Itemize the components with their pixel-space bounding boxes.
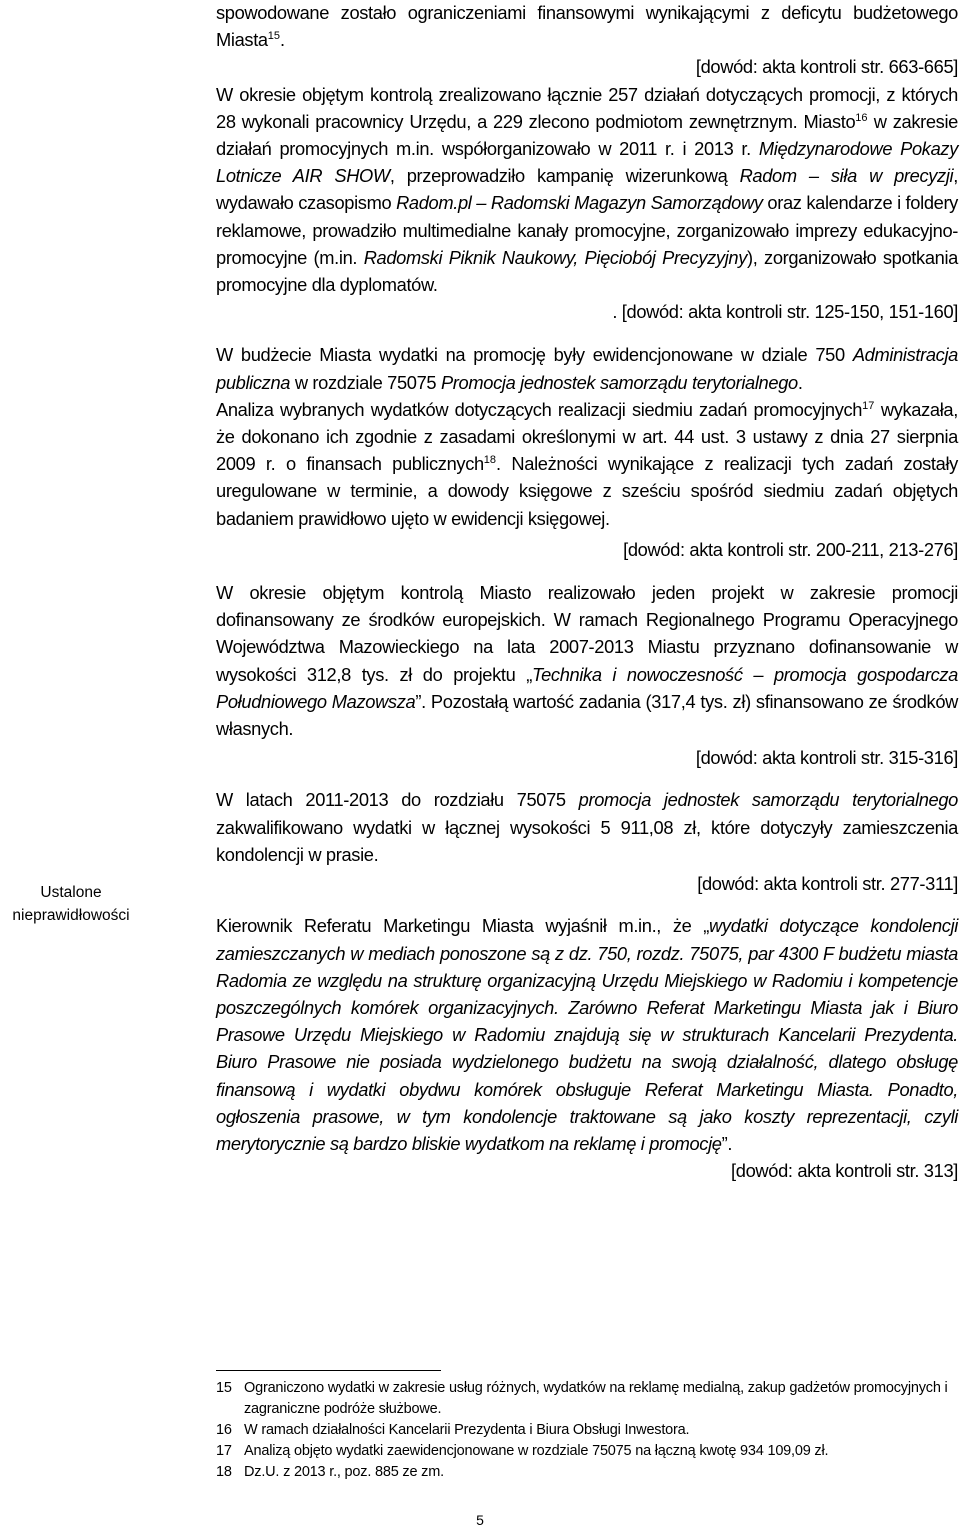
footnote-16: 16 W ramach działalności Kancelarii Prezydenta i Biura Obsługi Inwestora. [216,1422,690,1438]
footnote-ref-18: 18 [483,454,497,467]
footnote-ref-16: 16 [855,111,868,124]
evidence-citation-2: . [dowód: akta kontroli str. 125-150, 151-160] [612,301,958,323]
footnote-separator [216,1370,441,1371]
paragraph-3: W budżecie Miasta wydatki na promocję były ewidencjonowane w dziale 750 Administracja publiczna w rozdziale 75075 Promocja jednostek samorządu terytorialnego. [216,344,958,393]
side-label-line-2: nieprawidłowości [12,907,130,924]
footnotes [216,1378,960,1483]
footnote-ref-15: 15 [267,30,280,43]
evidence-citation-3: [dowód: akta kontroli str. 200-211, 213-276] [623,538,958,560]
footnote-17: 17 Analizą objęto wydatki zaewidencjonowane w rozdziale 75075 na łączną kwotę 934 109,09 zł. [216,1443,829,1459]
paragraph-6: W latach 2011-2013 do rozdziału 75075 promocja jednostek samorządu terytorialnego zakwalifikowano wydatki w łącznej wysokości 5 911,08 zł, które dotyczyły zamieszczenia kondolencji w prasie. [216,789,958,865]
footnote-15: 15 Ograniczono wydatki w zakresie usług różnych, wydatków na reklamę medialną, zakup gadżetów promocyjnych i zagraniczne podróże służbowe. [216,1380,948,1417]
evidence-citation-6: [dowód: akta kontroli str. 313] [731,1160,958,1182]
paragraph-2: W okresie objętym kontrolą zrealizowano łącznie 257 działań dotyczących promocji, z których 28 wykonali pracownicy Urzędu, a 229 zlecono podmiotom zewnętrznym. Miasto$^{16}$ w zakresie działań promocyjnych m.in. współorganizowało w 2011 r. i 2013 r. Międzynarodowe Pokazy Lotnicze AIR SHOW, przeprowadziło kampanię wizerunkową Radom – siła w precyzji, wydawało czasopismo Radom.pl – Radomski Magazyn Samorządowy oraz kalendarze i foldery reklamowe, prowadziło multimedialne kanały promocyjne, zorganizowało imprezy edukacyjno-promocyjne (m.in. Radomski Piknik Naukowy, Pięciobój Precyzyjny), zorganizowało spotkania promocyjne dla dyplomatów. [216,83,958,296]
main-content [216,0,958,1184]
footnote-18: 18 Dz.U. z 2013 r., poz. 885 ze zm. [216,1464,444,1480]
evidence-citation-1: [dowód: akta kontroli str. 663-665] [695,56,958,78]
evidence-citation-5: [dowód: akta kontroli str. 277-311] [697,873,958,895]
side-label-line-1: Ustalone [40,884,102,901]
paragraph-7: Kierownik Referatu Marketingu Miasta wyjaśnił m.in., że „wydatki dotyczące kondolencji zamieszczanych w mediach ponoszone są z dz. 750, rozdz. 75075, par 4300 F budżetu miasta Radomia ze względu na strukturę organizacyjną Urzędu Miejskiego w Radomiu i kompetencje poszczególnych komórek organizacyjnych. Zarówno Referat Marketingu Miasta jak i Biuro Prasowe Urzędu Miejskiego w Radomiu znajdują się w strukturach Kancelarii Prezydenta. Biuro Prasowe nie posiada wydzielonego budżetu na swoją działalność, dlatego obsługę finansową i wydatki obydwu komórek obsługuje Referat Marketingu Miasta. Ponadto, ogłoszenia prasowe, w tym kondolencje traktowane są jako koszty reprezentacji, czyli merytorycznie są bardzo bliskie wydatkom na reklamę i promocję”. [216,915,958,1154]
side-label [0,881,142,927]
paragraph-1: spowodowane zostało ograniczeniami finansowymi wynikającymi z deficytu budżetowego Miasta$^{15}$. [216,2,958,51]
page-number: 5 [476,1512,484,1528]
paragraph-4: Analiza wybranych wydatków dotyczących realizacji siedmiu zadań promocyjnych$^{17}$ wykazała, że dokonano ich zgodnie z zasadami określonymi w art. 44 ust. 3 ustawy z dnia 27 sierpnia 2009 r. o finansach publicznych$^{18}$. Należności wynikające z realizacji tych zadań zostały uregulowane w terminie, a dowody księgowe z sześciu spośród siedmiu zadań objętych badaniem prawidłowo ujęto w ewidencji księgowej. [216,398,958,529]
evidence-citation-4: [dowód: akta kontroli str. 315-316] [695,747,958,769]
paragraph-5: W okresie objętym kontrolą Miasto realizowało jeden projekt w zakresie promocji dofinansowany ze środków europejskich. W ramach Regionalnego Programu Operacyjnego Województwa Mazowieckiego na lata 2007-2013 Miastu przyznano dofinansowanie w wysokości 312,8 tys. zł do projektu „Technika i nowoczesność – promocja gospodarcza Południowego Mazowsza”. Pozostałą wartość zadania (317,4 tys. zł) sfinansowano ze środków własnych. [216,582,958,740]
footnote-ref-17: 17 [862,399,875,412]
